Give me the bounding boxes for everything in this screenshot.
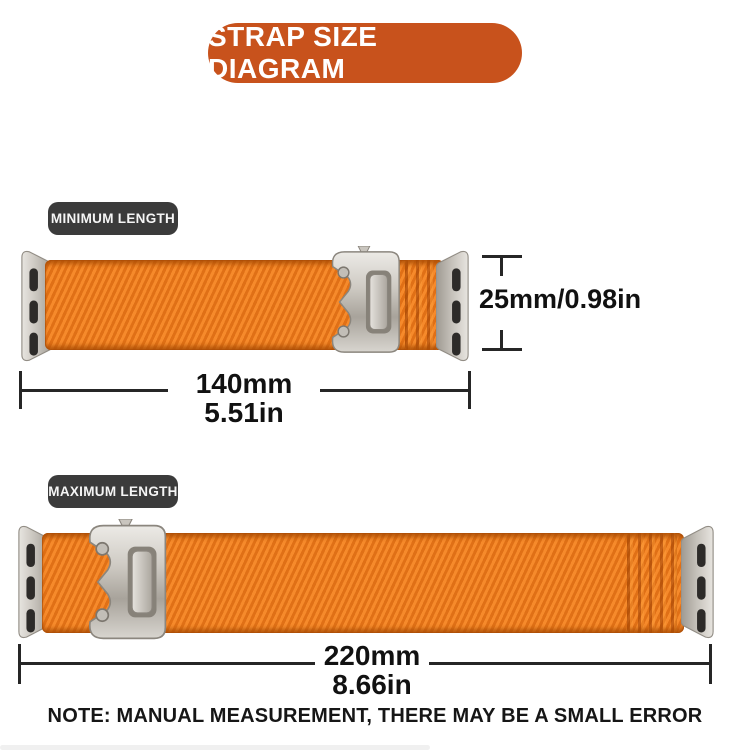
- strap-minimum: [20, 245, 472, 365]
- width-measure-bottom-tick: [482, 348, 522, 351]
- cropped-image-edge: [0, 745, 430, 750]
- minimum-length-badge: [48, 202, 178, 235]
- width-measure-top-stem: [500, 258, 503, 276]
- max-length-right-tick: [709, 644, 712, 684]
- measurement-note: NOTE: MANUAL MEASUREMENT, THERE MAY BE A SMALL ERROR: [47, 705, 703, 727]
- min-length-right-line: [320, 389, 468, 392]
- watch-band-adapter-icon: [681, 525, 715, 639]
- minimum-length-label: MINIMUM LENGTH: [50, 211, 176, 226]
- strap-fold-ridges: [627, 533, 677, 633]
- min-length-left-line: [22, 389, 168, 392]
- max-length-in: 8.66in: [332, 669, 412, 700]
- quick-release-buckle-icon: [323, 246, 405, 358]
- strap-width-value: 25mm/0.98in: [479, 284, 642, 314]
- min-length-in: 5.51in: [204, 397, 284, 428]
- strap-fold-ridges: [405, 260, 439, 350]
- max-length-text: [313, 641, 431, 699]
- min-length-mm: 140mm: [195, 368, 293, 399]
- page-title: STRAP SIZE DIAGRAM: [208, 21, 378, 84]
- width-measure-bottom-stem: [500, 330, 503, 348]
- min-length-right-tick: [468, 371, 471, 409]
- title-pill: [208, 23, 522, 83]
- min-length-text: [168, 369, 320, 427]
- strap-maximum: [17, 518, 715, 646]
- max-length-left-line: [21, 662, 315, 665]
- max-length-right-line: [429, 662, 710, 665]
- quick-release-buckle-icon: [79, 519, 172, 645]
- maximum-length-badge: [48, 475, 178, 508]
- maximum-length-label: MAXIMUM LENGTH: [48, 484, 178, 499]
- watch-band-adapter-icon: [436, 250, 470, 362]
- max-length-mm: 220mm: [323, 640, 421, 671]
